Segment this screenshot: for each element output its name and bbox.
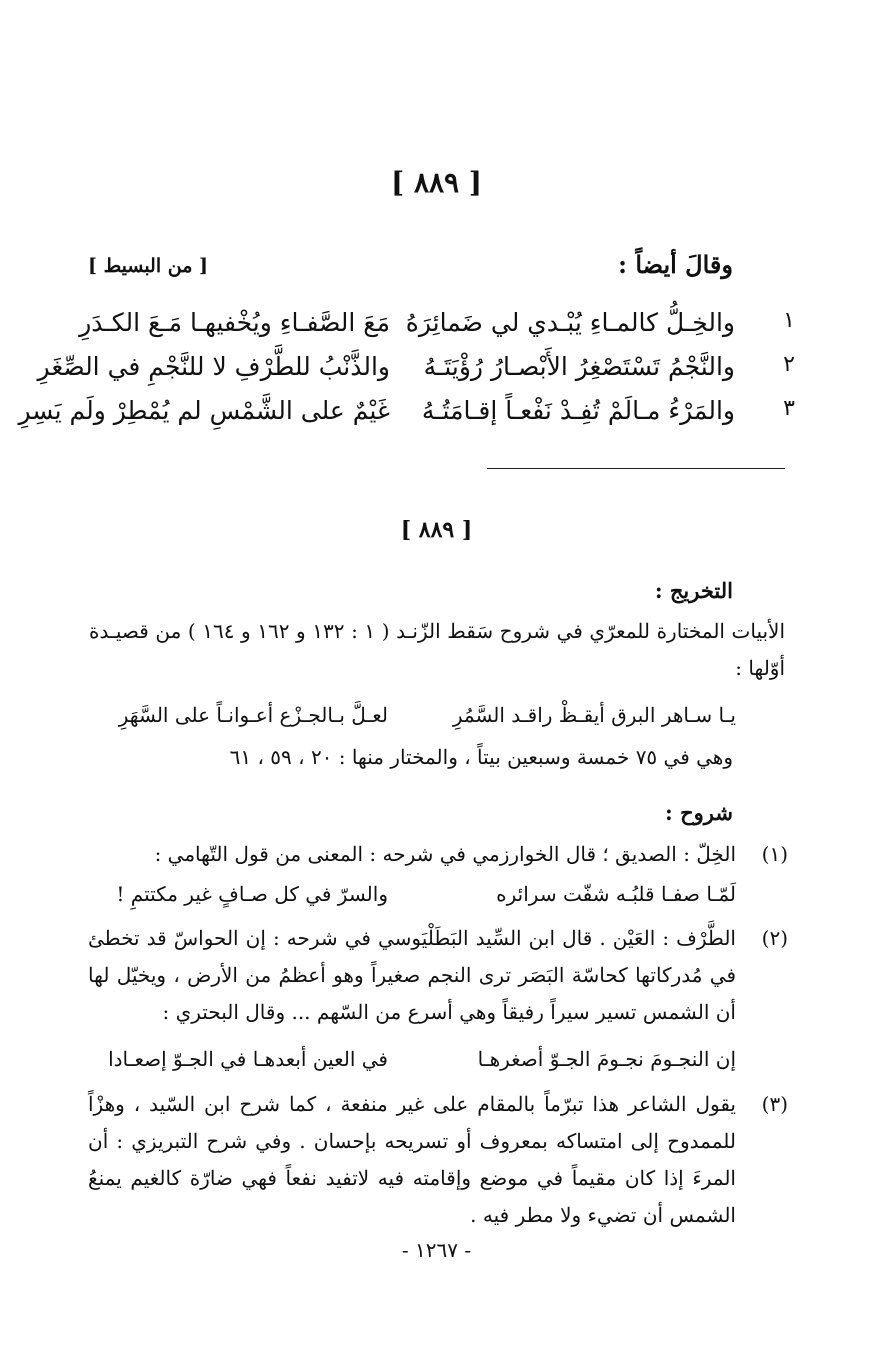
quoted-verse-first-hemistich: إن النجـومَ نجـومَ الجـوّ أصغرهـا <box>477 1047 736 1071</box>
verse-number: ٣ <box>783 396 795 421</box>
footnote-number: (٢) <box>761 926 788 950</box>
verse-number: ٢ <box>783 352 795 377</box>
footnote-text: الخِلّ : الصديق ؛ قال الخوارزمي في شرحه : المعنى من قول التّهامي : <box>154 842 736 866</box>
quoted-verse <box>88 882 736 916</box>
section-divider <box>487 468 785 469</box>
poem-number-heading: [ ٨٨٩ ] <box>390 166 483 199</box>
shuruh-heading: شروح : <box>665 800 733 825</box>
takhrij-text: الأبيات المختارة للمعرّي في شروح سَقط الزّنـد ( ١ : ١٣٢ و ١٦٢ و ١٦٤ ) من قصيـدة أوّلها : <box>89 619 786 680</box>
takhrij-heading: التخريج : <box>654 578 733 603</box>
verse-second-hemistich: والذَّنْبُ للطَّرْفِ لا للنَّجْمِ في الصِّغَرِ <box>37 352 390 381</box>
verse-first-hemistich: والنَّجْمُ تَسْتَصْغِرُ الأَبْصـارُ رُؤْيَتَـهُ <box>423 352 735 381</box>
quoted-verse-second-hemistich: في العين أبعدهـا في الجـوّ إصعـادا <box>108 1047 388 1071</box>
poem-meter: [ من البسيط ] <box>88 255 208 277</box>
opening-verse <box>88 703 736 737</box>
quoted-verse-first-hemistich: لَمّـا صفـا قلبُـه شفّت سرائره <box>496 882 736 906</box>
commentary-poem-number: [ ٨٨٩ ] <box>400 517 473 543</box>
verse-line <box>18 396 795 436</box>
verse-line <box>80 308 795 348</box>
verse-number: ١ <box>783 308 795 333</box>
opening-verse-first-hemistich: يـا سـاهر البرق أيقـظْ راقـد السَّمُرِ <box>452 703 736 727</box>
footnote-number: (١) <box>761 842 788 866</box>
page-number: - ١٢٦٧ - <box>401 1238 472 1262</box>
verse-second-hemistich: مَعَ الصَّفـاءِ ويُخْفيهـا مَـعَ الكـدَرِ <box>79 308 390 337</box>
footnote <box>88 842 788 882</box>
verse-first-hemistich: والخِـلُّ كالمـاءِ يُبْـدي لي ضَمائِرَهُ <box>405 308 735 337</box>
verse-line <box>37 352 795 392</box>
verse-second-hemistich: غَيْمٌ على الشَّمْسِ لم يُمْطِرْ ولَم يَسِرِ <box>18 396 390 425</box>
verse-count-line: وهي في ٧٥ خمسة وسبعين بيتاً ، والمختار منها : ٢٠ ، ٥٩ ، ٦١ <box>229 745 733 769</box>
footnote <box>88 1092 788 1227</box>
poem-intro: وقالَ أيضاً : <box>618 250 733 279</box>
footnote-text: يقول الشاعر هذا تبرّماً بالمقام على غير منفعة ، كما شرح ابن السّيد ، وهزْاً للممدوح إلى امتساكه بمعروف أو تسريحه بإحسان . وفي شرح التبريزي : أن المرءَ إذا كان مقيماً في موضع وإقامته فيه لاتفيد نفعاً فهي ضارّة كالغيم يمنعُ الشمس أن تضيء ولا مطر فيه . <box>88 1092 736 1227</box>
quoted-verse <box>88 1047 736 1081</box>
quoted-verse-second-hemistich: والسرّ في كل صـافٍ غير مكتتمِ ! <box>116 882 388 906</box>
footnote-number: (٣) <box>761 1092 788 1116</box>
footnote-text: الطَّرْف : العَيْن . قال ابن السِّيد البَطَلْيَوسي في شرحه : إن الحواسّ قد تخطئ في مُدركاتها كحاسّة البَصَر ترى النجم صغيراً وهو أعظمُ من الأرض ، ويخيّل لها أن الشمس تسير سيراً رفيقاً وهي أسرع من السّهم ... وقال البحتري : <box>88 926 736 1024</box>
footnote <box>88 926 788 1046</box>
opening-verse-second-hemistich: لعـلَّ بـالجـزْع أعـوانـاً على السَّهَرِ <box>118 703 388 727</box>
verse-first-hemistich: والمَرْءُ مـالَمْ تُفِـدْ نَفْعـاً إقـامَتُـهُ <box>421 396 735 425</box>
